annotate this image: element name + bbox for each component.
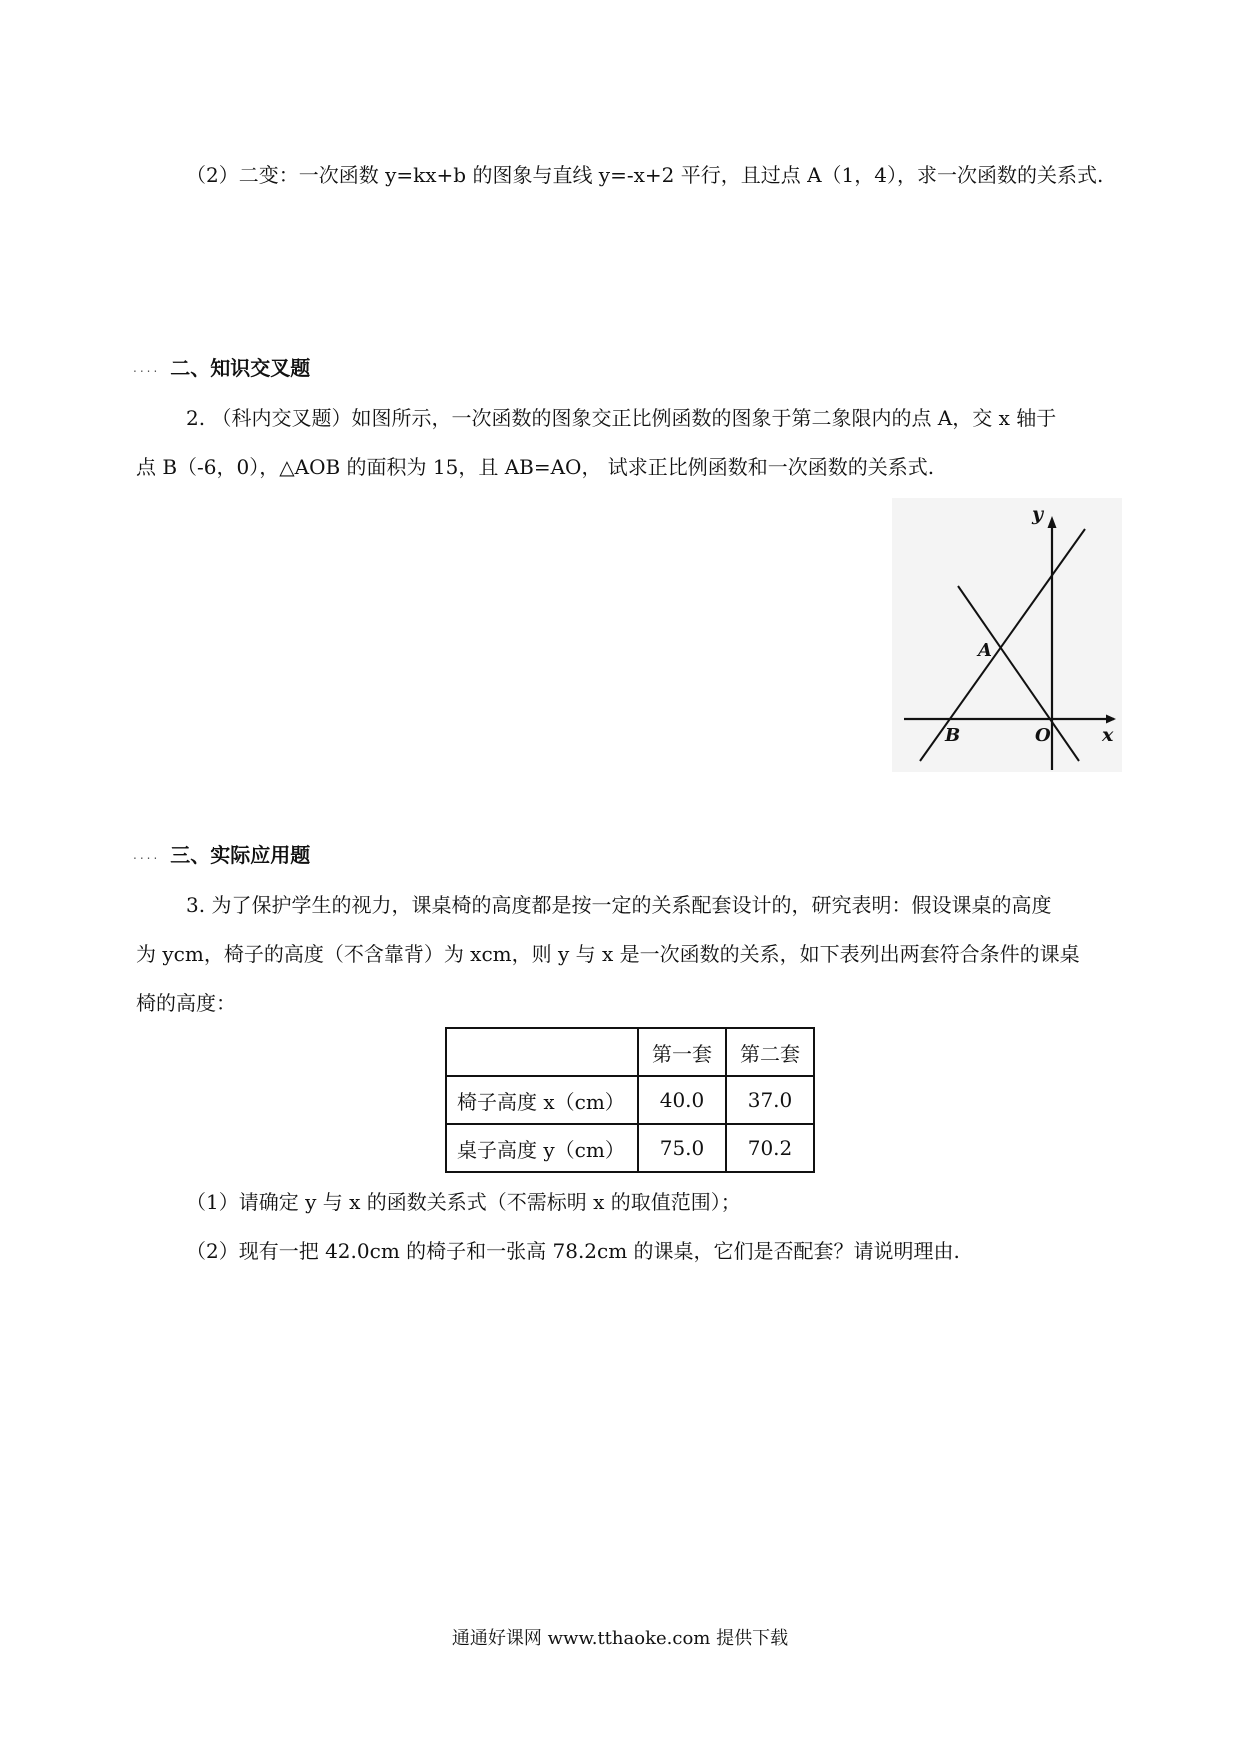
table-row: [446, 1124, 814, 1172]
table-header-cell: [446, 1028, 638, 1076]
q2-line1: 2. （科内交叉题）如图所示，一次函数的图象交正比例函数的图象于第二象限内的点 A，交 x 轴于: [186, 406, 1057, 430]
label-o: O: [1035, 725, 1051, 746]
table-cell: 70.2: [726, 1124, 814, 1172]
chair-desk-table: [445, 1027, 815, 1173]
q3-line2: 为 ycm，椅子的高度（不含靠背）为 xcm，则 y 与 x 是一次函数的关系，如下表列出两套符合条件的课桌: [136, 942, 1080, 966]
section2-heading: [133, 353, 310, 383]
table-cell: 40.0: [638, 1076, 726, 1124]
q2-figure: [892, 498, 1122, 772]
table-cell: 37.0: [726, 1076, 814, 1124]
label-a: A: [978, 640, 992, 661]
table-cell: 75.0: [638, 1124, 726, 1172]
q3-sub2: （2）现有一把 42.0cm 的椅子和一张高 78.2cm 的课桌，它们是否配套？请说明理由.: [186, 1239, 960, 1263]
q3-sub1: （1）请确定 y 与 x 的函数关系式（不需标明 x 的取值范围）；: [186, 1190, 741, 1214]
section3-heading: [133, 840, 310, 870]
q2-figure-svg: [892, 498, 1122, 772]
section3-title: 三、实际应用题: [170, 843, 311, 867]
section3-dots: ....: [133, 848, 161, 862]
q3-line1: 3. 为了保护学生的视力，课桌椅的高度都是按一定的关系配套设计的，研究表明：假设课桌的高度: [186, 893, 1052, 917]
table-header-row: [446, 1028, 814, 1076]
table-row: [446, 1076, 814, 1124]
table-header-cell: 第一套: [638, 1028, 726, 1076]
q2-line2: 点 B（-6，0），△AOB 的面积为 15，且 AB=AO， 试求正比例函数和一次函数的关系式.: [136, 455, 935, 479]
table-cell: 桌子高度 y（cm）: [446, 1124, 638, 1172]
label-y: y: [1032, 503, 1044, 525]
section2-dots: ....: [133, 361, 161, 375]
table-cell: 椅子高度 x（cm）: [446, 1076, 638, 1124]
q3-line3: 椅的高度：: [136, 991, 236, 1015]
q1-part2: （2）二变：一次函数 y=kx+b 的图象与直线 y=-x+2 平行，且过点 A（1，4），求一次函数的关系式.: [186, 163, 1104, 187]
x-axis-arrow: [1106, 715, 1116, 724]
line-through-o-and-a: [958, 586, 1079, 761]
y-axis-arrow: [1048, 516, 1057, 528]
section2-title: 二、知识交叉题: [170, 356, 311, 380]
table-header-cell: 第二套: [726, 1028, 814, 1076]
page-footer: 通通好课网 www.tthaoke.com 提供下载: [451, 1628, 789, 1649]
label-b: B: [945, 725, 961, 746]
label-x: x: [1102, 724, 1114, 746]
